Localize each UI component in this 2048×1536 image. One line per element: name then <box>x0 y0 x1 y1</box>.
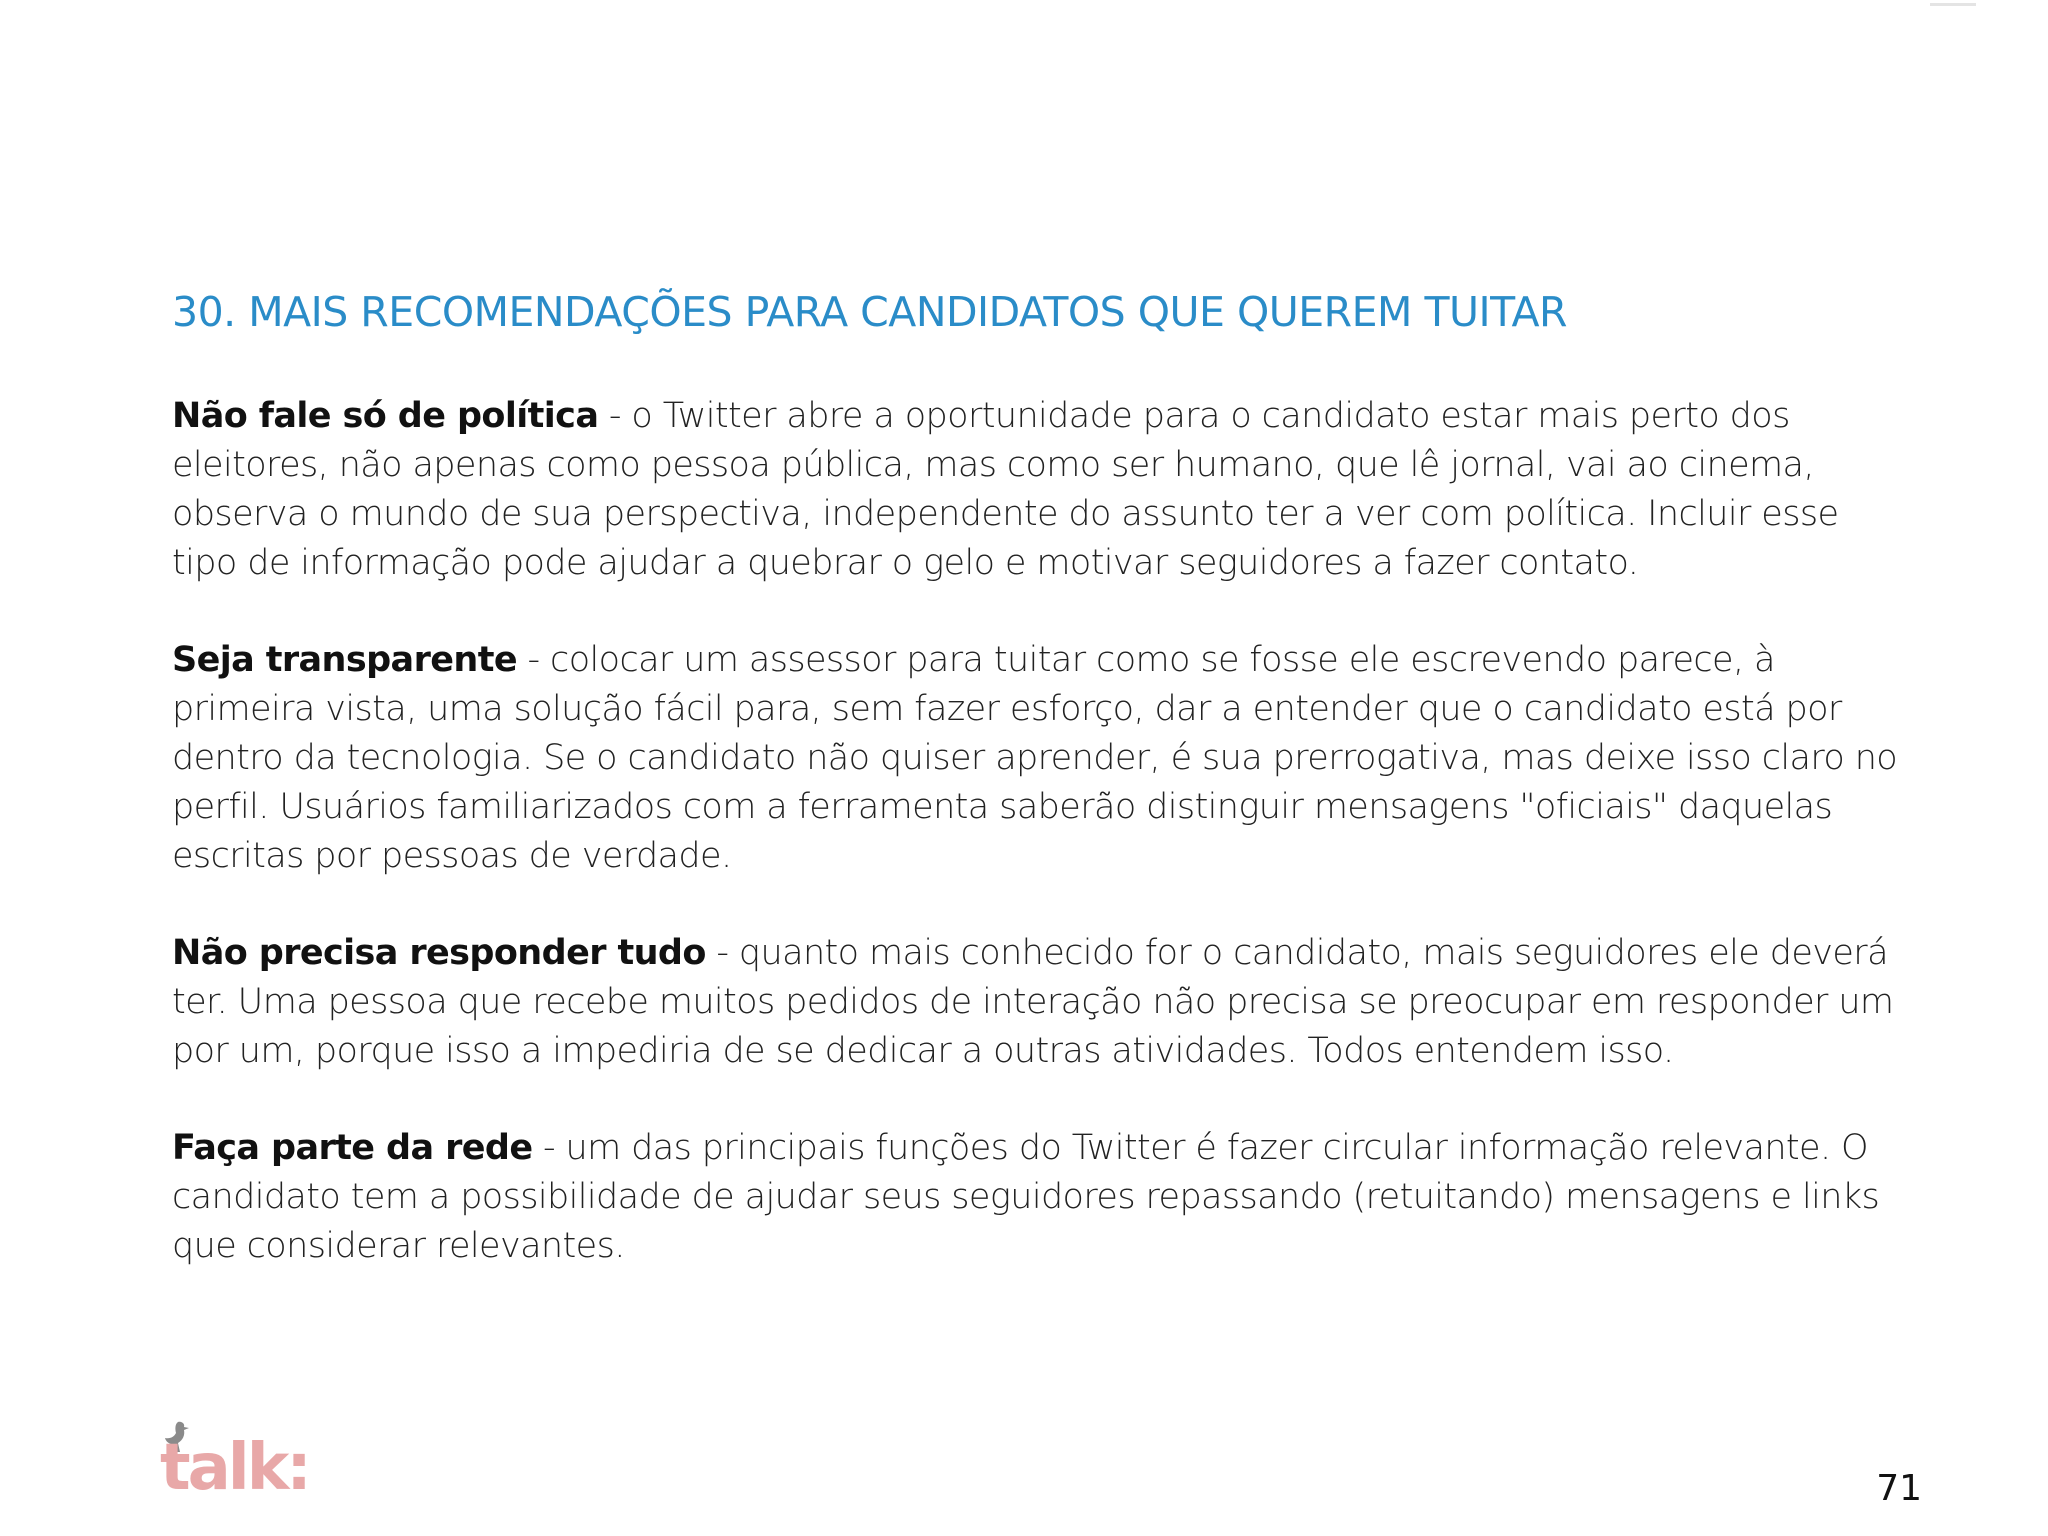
paragraph-lead: Não fale só de política <box>172 396 599 436</box>
paragraph-nao-precisa-responder-tudo <box>172 929 1912 1076</box>
page-number: 71 <box>1876 1468 1922 1509</box>
paragraph-lead: Não precisa responder tudo <box>172 933 706 973</box>
paragraph-faca-parte-da-rede <box>172 1124 1912 1271</box>
paragraph-nao-fale-so-de-politica <box>172 392 1912 588</box>
paragraph-text: - quanto mais conhecido for o candidato, mais seguidores ele deverá ter. Uma pessoa que recebe muitos pedidos de interação não precisa se preocupar em responder um por um, porque isso a impediria de se dedicar a outras atividades. Todos entendem isso. <box>172 933 1894 1071</box>
paragraph-text: - um das principais funções do Twitter é fazer circular informação relevante. O candidato tem a possibilidade de ajudar seus seguidores repassando (retuitando) mensagens e links que considerar relevantes. <box>172 1128 1880 1266</box>
paragraph-lead: Seja transparente <box>172 640 517 680</box>
paragraph-text: - o Twitter abre a oportunidade para o candidato estar mais perto dos eleitores, não apenas como pessoa pública, mas como ser humano, que lê jornal, vai ao cinema, observa o mundo de sua perspectiva, independente do assunto ter a ver com política. Incluir esse tipo de informação pode ajudar a quebrar o gelo e motivar seguidores a fazer contato. <box>172 396 1839 583</box>
section-title: 30. MAIS RECOMENDAÇÕES PARA CANDIDATOS QUE QUEREM TUITAR <box>172 288 1567 336</box>
talk-logo <box>152 1418 312 1508</box>
paragraph-seja-transparente <box>172 636 1912 881</box>
paragraph-text: - colocar um assessor para tuitar como se fosse ele escrevendo parece, à primeira vista, uma solução fácil para, sem fazer esforço, dar a entender que o candidato está por dentro da tecnologia. Se o candidato não quiser aprender, é sua prerrogativa, mas deixe isso claro no perfil. Usuários familiarizados com a ferramenta saberão distinguir mensagens "oficiais" daquelas escritas por pessoas de verdade. <box>172 640 1898 876</box>
logo-text: talk: <box>160 1431 309 1505</box>
corner-mark-icon <box>1928 0 1978 10</box>
paragraph-lead: Faça parte da rede <box>172 1128 533 1168</box>
body-content <box>172 392 1912 1319</box>
